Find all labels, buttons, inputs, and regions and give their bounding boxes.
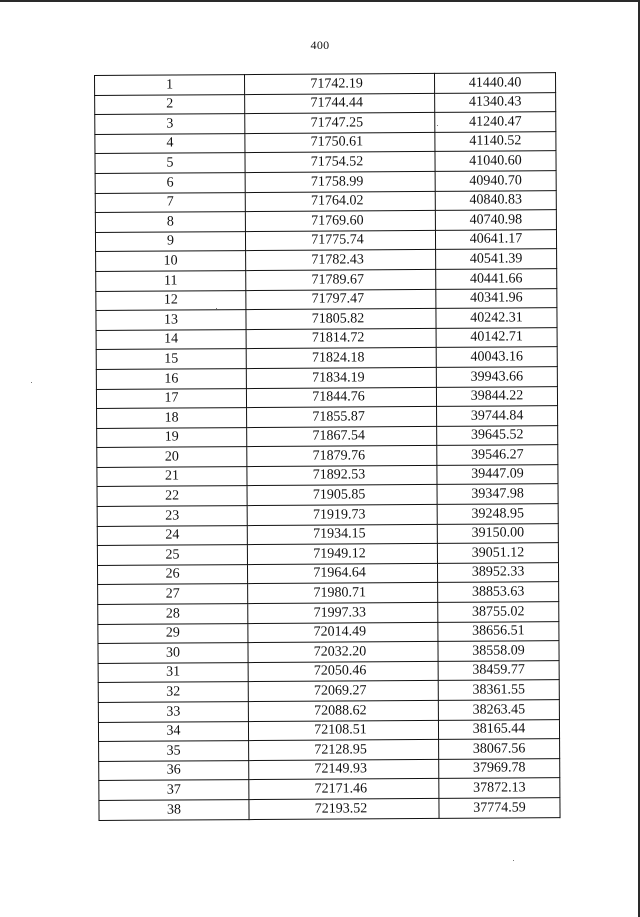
y-coordinate-cell: 38558.09 (438, 641, 559, 661)
x-coordinate-cell: 71747.25 (245, 113, 435, 134)
table-row (95, 171, 556, 193)
point-number-cell: 21 (97, 466, 247, 487)
y-coordinate-cell: 40242.31 (436, 308, 557, 328)
point-number-cell: 37 (99, 780, 249, 801)
point-number-cell: 7 (95, 192, 245, 213)
table-row (95, 210, 556, 232)
point-number-cell: 35 (99, 741, 249, 762)
table-row (98, 680, 559, 702)
x-coordinate-cell: 71855.87 (247, 407, 437, 428)
x-coordinate-cell: 72128.95 (249, 740, 439, 761)
y-coordinate-cell: 40740.98 (435, 210, 556, 230)
table-row (99, 778, 560, 800)
y-coordinate-cell: 38853.63 (438, 582, 559, 602)
x-coordinate-cell: 72014.49 (248, 622, 438, 643)
x-coordinate-cell: 71980.71 (248, 583, 438, 604)
scan-border-top (0, 0, 640, 2)
x-coordinate-cell: 72171.46 (249, 779, 439, 800)
table-row (98, 641, 559, 663)
point-number-cell: 17 (96, 388, 246, 409)
y-coordinate-cell: 38361.55 (438, 680, 559, 700)
table-row (97, 563, 558, 585)
x-coordinate-cell: 71964.64 (247, 563, 437, 584)
point-number-cell: 10 (96, 251, 246, 272)
x-coordinate-cell: 71867.54 (247, 426, 437, 447)
point-number-cell: 24 (97, 525, 247, 546)
y-coordinate-cell: 37774.59 (439, 798, 560, 818)
table-row (97, 465, 558, 487)
scan-speck (216, 308, 217, 309)
x-coordinate-cell: 72108.51 (248, 720, 438, 741)
y-coordinate-cell: 38263.45 (438, 700, 559, 720)
y-coordinate-cell: 41440.40 (434, 73, 555, 93)
y-coordinate-cell: 39744.84 (437, 406, 558, 426)
table-row (97, 504, 558, 526)
point-number-cell: 27 (98, 584, 248, 605)
point-number-cell: 18 (97, 408, 247, 429)
table-row (96, 288, 557, 310)
x-coordinate-cell: 71797.47 (246, 289, 436, 310)
x-coordinate-cell: 71789.67 (246, 269, 436, 290)
point-number-cell: 16 (96, 368, 246, 389)
point-number-cell: 25 (97, 545, 247, 566)
table-row (95, 229, 556, 251)
x-coordinate-cell: 71750.61 (245, 132, 435, 153)
point-number-cell: 9 (95, 231, 245, 252)
point-number-cell: 4 (95, 133, 245, 154)
table-row (96, 269, 557, 291)
point-number-cell: 2 (95, 94, 245, 115)
point-number-cell: 5 (95, 153, 245, 174)
y-coordinate-cell: 39150.00 (437, 523, 558, 543)
table-row (96, 386, 557, 408)
x-coordinate-cell: 71775.74 (245, 230, 435, 251)
y-coordinate-cell: 41140.52 (435, 131, 556, 151)
table-row (97, 406, 558, 428)
x-coordinate-cell: 72050.46 (248, 661, 438, 682)
point-number-cell: 34 (98, 721, 248, 742)
page-number: 400 (310, 38, 330, 52)
table-row (97, 543, 558, 565)
point-number-cell: 32 (98, 682, 248, 703)
x-coordinate-cell: 71879.76 (247, 446, 437, 467)
x-coordinate-cell: 71742.19 (245, 73, 435, 94)
x-coordinate-cell: 71764.02 (245, 191, 435, 212)
point-number-cell: 31 (98, 662, 248, 683)
point-number-cell: 1 (95, 75, 245, 96)
y-coordinate-cell: 37969.78 (439, 758, 560, 778)
table-row (97, 484, 558, 506)
y-coordinate-cell: 41340.43 (435, 92, 556, 112)
point-number-cell: 3 (95, 114, 245, 135)
x-coordinate-cell: 71919.73 (247, 504, 437, 525)
y-coordinate-cell: 39447.09 (437, 465, 558, 485)
x-coordinate-cell: 71805.82 (246, 309, 436, 330)
point-number-cell: 38 (99, 800, 249, 821)
point-number-cell: 6 (95, 173, 245, 194)
table-row (96, 308, 557, 330)
table-row (99, 798, 560, 820)
table-row (95, 131, 556, 153)
point-number-cell: 19 (97, 427, 247, 448)
y-coordinate-cell: 40441.66 (436, 269, 557, 289)
x-coordinate-cell: 71782.43 (246, 250, 436, 271)
y-coordinate-cell: 41240.47 (435, 112, 556, 132)
x-coordinate-cell: 71997.33 (248, 602, 438, 623)
table-row (96, 347, 557, 369)
x-coordinate-cell: 72069.27 (248, 681, 438, 702)
table-row (95, 73, 556, 95)
scan-speck (31, 382, 32, 383)
x-coordinate-cell: 71814.72 (246, 328, 436, 349)
point-number-cell: 13 (96, 310, 246, 331)
y-coordinate-cell: 40341.96 (436, 288, 557, 308)
y-coordinate-cell: 39844.22 (436, 386, 557, 406)
coordinate-table (94, 72, 561, 820)
table-row (96, 367, 557, 389)
point-number-cell: 11 (96, 271, 246, 292)
y-coordinate-cell: 40043.16 (436, 347, 557, 367)
x-coordinate-cell: 71769.60 (245, 211, 435, 232)
point-number-cell: 12 (96, 290, 246, 311)
table-row (95, 112, 556, 134)
y-coordinate-cell: 39248.95 (437, 504, 558, 524)
table-row (96, 327, 557, 349)
table-row (95, 190, 556, 212)
x-coordinate-cell: 71754.52 (245, 152, 435, 173)
scan-speck (513, 860, 514, 861)
point-number-cell: 8 (95, 212, 245, 233)
x-coordinate-cell: 72193.52 (249, 798, 439, 819)
y-coordinate-cell: 38656.51 (438, 621, 559, 641)
point-number-cell: 26 (97, 564, 247, 585)
point-number-cell: 23 (97, 506, 247, 527)
y-coordinate-cell: 37872.13 (439, 778, 560, 798)
x-coordinate-cell: 71758.99 (245, 171, 435, 192)
table-row (98, 621, 559, 643)
x-coordinate-cell: 72088.62 (248, 700, 438, 721)
y-coordinate-cell: 40541.39 (436, 249, 557, 269)
coordinate-table-body (95, 73, 561, 820)
table-row (98, 719, 559, 741)
y-coordinate-cell: 40840.83 (435, 190, 556, 210)
point-number-cell: 15 (96, 349, 246, 370)
table-row (95, 92, 556, 114)
table-row (98, 602, 559, 624)
table-row (98, 700, 559, 722)
x-coordinate-cell: 71892.53 (247, 465, 437, 486)
scan-speck (437, 125, 438, 126)
y-coordinate-cell: 38952.33 (437, 563, 558, 583)
table-row (95, 151, 556, 173)
y-coordinate-cell: 39943.66 (436, 367, 557, 387)
y-coordinate-cell: 39645.52 (437, 425, 558, 445)
x-coordinate-cell: 71934.15 (247, 524, 437, 545)
x-coordinate-cell: 71824.18 (246, 348, 436, 369)
table-row (97, 523, 558, 545)
y-coordinate-cell: 38165.44 (438, 719, 559, 739)
point-number-cell: 33 (98, 702, 248, 723)
y-coordinate-cell: 38067.56 (439, 739, 560, 759)
table-row (98, 660, 559, 682)
point-number-cell: 30 (98, 643, 248, 664)
point-number-cell: 36 (99, 760, 249, 781)
y-coordinate-cell: 39347.98 (437, 484, 558, 504)
x-coordinate-cell: 72032.20 (248, 642, 438, 663)
table-row (96, 249, 557, 271)
table-row (98, 582, 559, 604)
y-coordinate-cell: 40142.71 (436, 327, 557, 347)
x-coordinate-cell: 71744.44 (245, 93, 435, 114)
x-coordinate-cell: 71905.85 (247, 485, 437, 506)
table-row (97, 445, 558, 467)
table-row (97, 425, 558, 447)
point-number-cell: 22 (97, 486, 247, 507)
point-number-cell: 28 (98, 604, 248, 625)
x-coordinate-cell: 71834.19 (246, 367, 436, 388)
point-number-cell: 29 (98, 623, 248, 644)
x-coordinate-cell: 71949.12 (247, 544, 437, 565)
y-coordinate-cell: 41040.60 (435, 151, 556, 171)
x-coordinate-cell: 72149.93 (249, 759, 439, 780)
y-coordinate-cell: 39051.12 (437, 543, 558, 563)
y-coordinate-cell: 38459.77 (438, 660, 559, 680)
point-number-cell: 20 (97, 447, 247, 468)
y-coordinate-cell: 38755.02 (438, 602, 559, 622)
y-coordinate-cell: 40641.17 (435, 229, 556, 249)
table-row (99, 739, 560, 761)
x-coordinate-cell: 71844.76 (246, 387, 436, 408)
point-number-cell: 14 (96, 329, 246, 350)
y-coordinate-cell: 39546.27 (437, 445, 558, 465)
y-coordinate-cell: 40940.70 (435, 171, 556, 191)
table-row (99, 758, 560, 780)
